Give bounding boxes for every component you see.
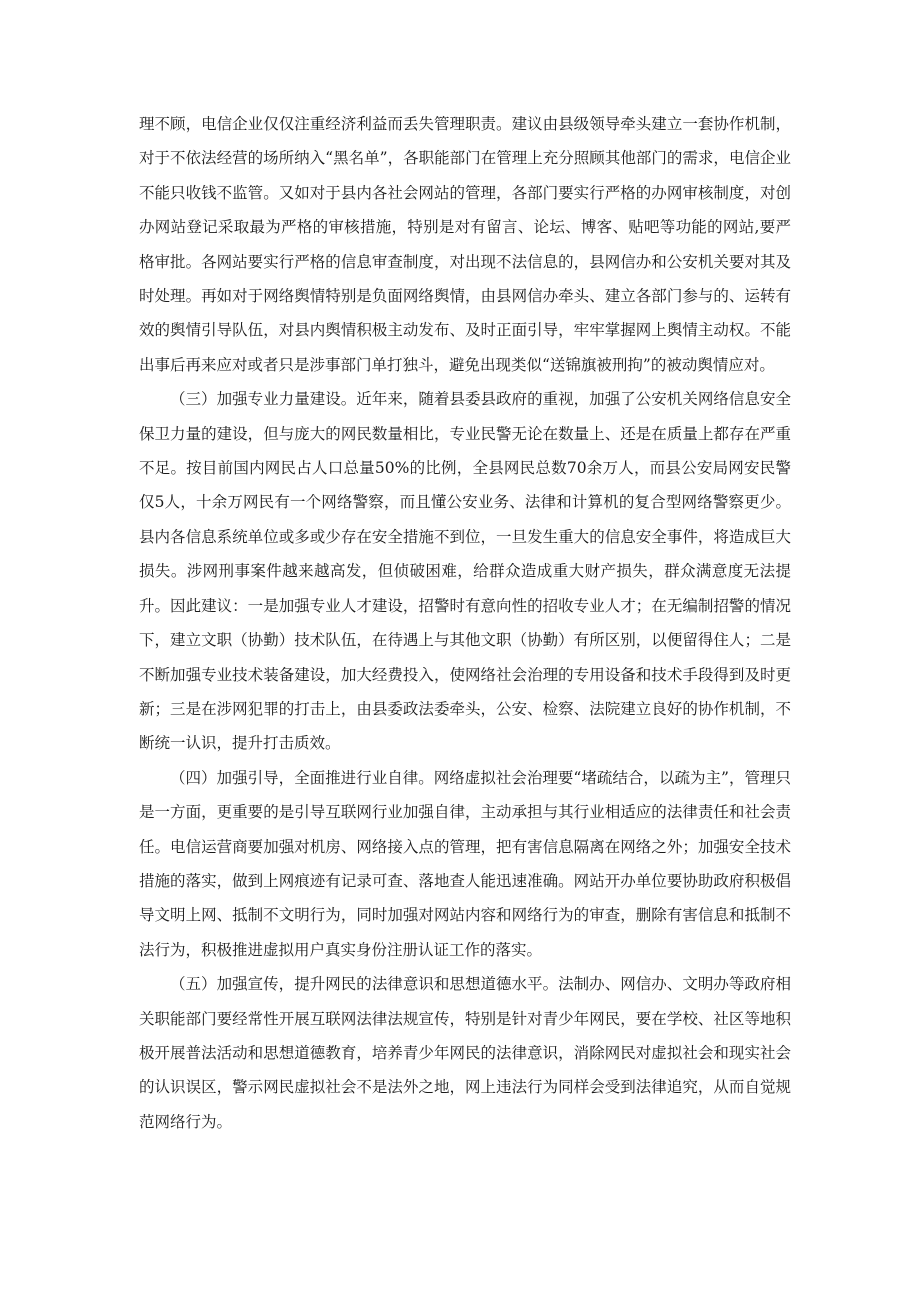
paragraph-section-4: （四）加强引导，全面推进行业自律。网络虚拟社会治理要“堵疏结合，以疏为主”，管理只是一方面，更重要的是引导互联网行业加强自律，主动承担与其行业相适应的法律责任和社会责任。电信运营商要加强对机房、网络接入点的管理，把有害信息隔离在网络之外；加强安全技术措施的落实，做到上网痕迹有记录可查、落地查人能迅速准确。网站开办单位要协助政府积极倡导文明上网、抵制不文明行为，同时加强对网站内容和网络行为的审查，删除有害信息和抵制不法行为，积极推进虚拟用户真实身份注册认证工作的落实。 [139, 768, 791, 959]
paragraph-section-5: （五）加强宣传，提升网民的法律意识和思想道德水平。法制办、网信办、文明办等政府相关职能部门要经常性开展互联网法律法规宣传，特别是针对青少年网民，要在学校、社区等地积极开展普法活动和思想道德教育，培养青少年网民的法律意识，消除网民对虚拟社会和现实社会的认识误区，警示网民虚拟社会不是法外之地，网上违法行为同样会受到法律追究，从而自觉规范网络行为。 [139, 975, 791, 1131]
paragraph-continuation: 理不顾，电信企业仅仅注重经济利益而丢失管理职责。建议由县级领导牵头建立一套协作机制，对于不依法经营的场所纳入“黑名单”，各职能部门在管理上充分照顾其他部门的需求，电信企业不能只收钱不监管。又如对于县内各社会网站的管理，各部门要实行严格的办网审核制度，对创办网站登记采取最为严格的审核措施，特别是对有留言、论坛、博客、贴吧等功能的网站,要严格审批。各网站要实行严格的信息审查制度，对出现不法信息的，县网信办和公安机关要对其及时处理。再如对于网络舆情特别是负面网络舆情，由县网信办牵头、建立各部门参与的、运转有效的舆情引导队伍，对县内舆情积极主动发布、及时正面引导，牢牢掌握网上舆情主动权。不能出事后再来应对或者只是涉事部门单打独斗，避免出现类似“送锦旗被刑拘”的被动舆情应对。 [139, 115, 791, 374]
paragraph-section-3: （三）加强专业力量建设。近年来，随着县委县政府的重视，加强了公安机关网络信息安全保卫力量的建设，但与庞大的网民数量相比，专业民警无论在数量上、还是在质量上都存在严重不足。按目前国内网民占人口总量50%的比例，全县网民总数70余万人，而县公安局网安民警仅5人，十余万网民有一个网络警察，而且懂公安业务、法律和计算机的复合型网络警察更少。县内各信息系统单位或多或少存在安全措施不到位，一旦发生重大的信息安全事件，将造成巨大损失。涉网刑事案件越来越高发，但侦破困难，给群众造成重大财产损失，群众满意度无法提升。因此建议：一是加强专业人才建设，招警时有意向性的招收专业人才；在无编制招警的情况下，建立文职（协勤）技术队伍，在待遇上与其他文职（协勤）有所区别，以便留得住人；二是不断加强专业技术装备建设，加大经费投入，使网络社会治理的专用设备和技术手段得到及时更新；三是在涉网犯罪的打击上，由县委政法委牵头，公安、检察、法院建立良好的协作机制，不断统一认识，提升打击质效。 [139, 390, 791, 753]
document-page [139, 107, 791, 1139]
